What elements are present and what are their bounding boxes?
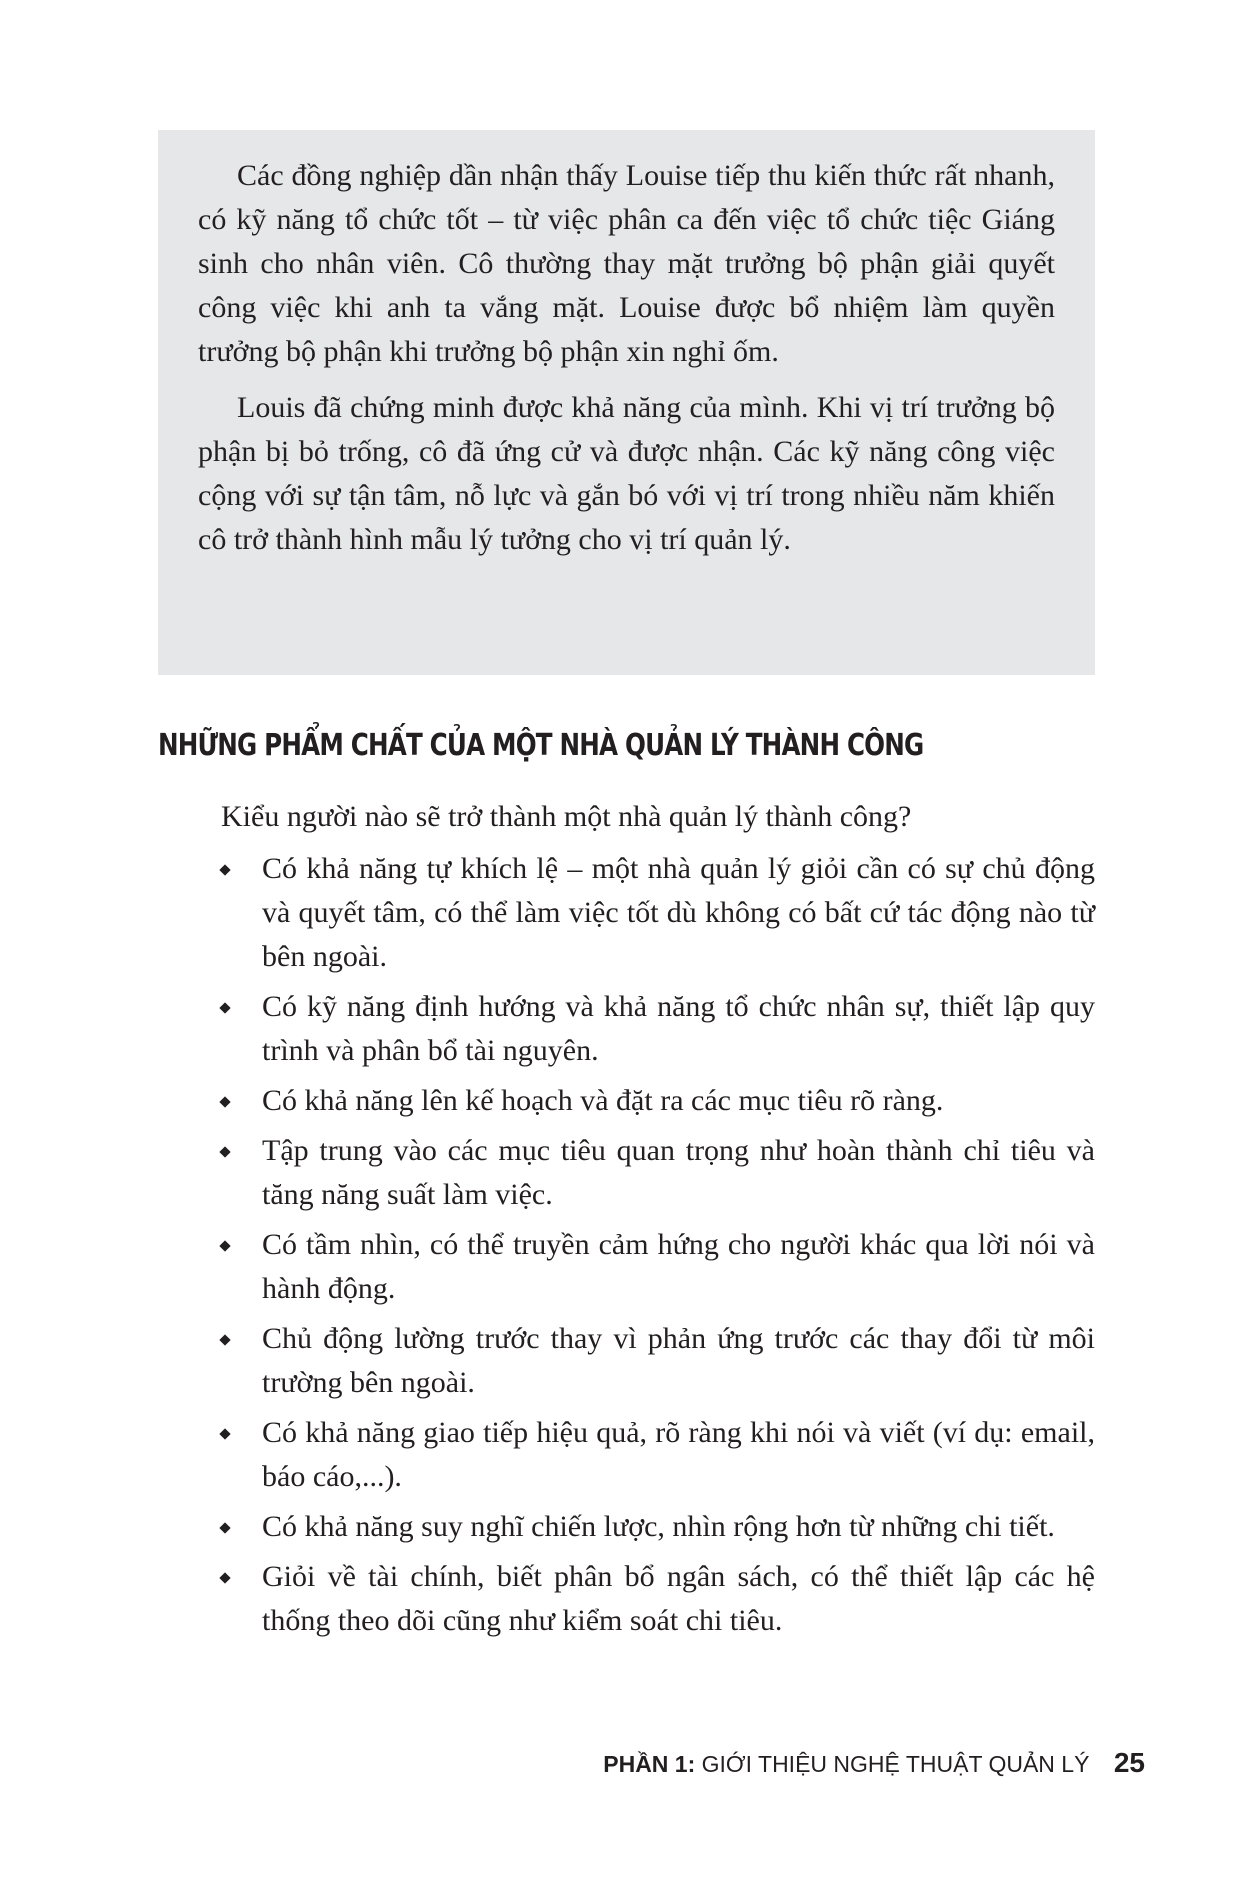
diamond-bullet-icon [219, 1522, 230, 1533]
list-item-text: Có tầm nhìn, có thể truyền cảm hứng cho người khác qua lời nói và hành động. [262, 1228, 1095, 1305]
diamond-bullet-icon [219, 1002, 230, 1013]
page-footer [603, 1748, 1145, 1779]
diamond-bullet-icon [219, 864, 230, 875]
list-item [218, 1079, 1095, 1123]
case-study-paragraph-1: Các đồng nghiệp dần nhận thấy Louise tiếp thu kiến thức rất nhanh, có kỹ năng tổ chức tốt – từ việc phân ca đến việc tổ chức tiệc Giáng sinh cho nhân viên. Cô thường thay mặt trưởng bộ phận giải quyết công việc khi anh ta vắng mặt. Louise được bổ nhiệm làm quyền trưởng bộ phận khi trưởng bộ phận xin nghỉ ốm. [198, 159, 1055, 368]
list-item [218, 1317, 1095, 1405]
qualities-list [218, 847, 1095, 1649]
list-item [218, 847, 1095, 979]
diamond-bullet-icon [219, 1240, 230, 1251]
diamond-bullet-icon [219, 1146, 230, 1157]
case-study-paragraph-2: Louis đã chứng minh được khả năng của mình. Khi vị trí trưởng bộ phận bị bỏ trống, cô đã ứng cử và được nhận. Các kỹ năng công việc cộng với sự tận tâm, nỗ lực và gắn bó với vị trí trong nhiều năm khiến cô trở thành hình mẫu lý tưởng cho vị trí quản lý. [198, 391, 1055, 556]
list-item [218, 1505, 1095, 1549]
case-study-box [158, 130, 1095, 675]
list-item-text: Có khả năng suy nghĩ chiến lược, nhìn rộng hơn từ những chi tiết. [262, 1510, 1055, 1543]
page-number: 25 [1113, 1747, 1145, 1778]
list-item-text: Có khả năng lên kế hoạch và đặt ra các mục tiêu rõ ràng. [262, 1084, 944, 1117]
diamond-bullet-icon [219, 1572, 230, 1583]
list-item-text: Tập trung vào các mục tiêu quan trọng như hoàn thành chỉ tiêu và tăng năng suất làm việc. [262, 1134, 1095, 1211]
list-item-text: Có kỹ năng định hướng và khả năng tổ chức nhân sự, thiết lập quy trình và phân bổ tài nguyên. [262, 990, 1095, 1067]
diamond-bullet-icon [219, 1428, 230, 1439]
list-item [218, 1555, 1095, 1643]
section-heading: NHỮNG PHẨM CHẤT CỦA MỘT NHÀ QUẢN LÝ THÀNH CÔNG [158, 728, 924, 763]
list-item-text: Chủ động lường trước thay vì phản ứng trước các thay đổi từ môi trường bên ngoài. [262, 1322, 1095, 1399]
list-item-text: Giỏi về tài chính, biết phân bổ ngân sách, có thể thiết lập các hệ thống theo dõi cũng như kiểm soát chi tiêu. [262, 1560, 1095, 1637]
diamond-bullet-icon [219, 1334, 230, 1345]
section-intro: Kiểu người nào sẽ trở thành một nhà quản lý thành công? [221, 800, 912, 833]
footer-part-title: GIỚI THIỆU NGHỆ THUẬT QUẢN LÝ [701, 1751, 1090, 1777]
list-item [218, 1411, 1095, 1499]
list-item [218, 1223, 1095, 1311]
diamond-bullet-icon [219, 1096, 230, 1107]
list-item-text: Có khả năng tự khích lệ – một nhà quản lý giỏi cần có sự chủ động và quyết tâm, có thể làm việc tốt dù không có bất cứ tác động nào từ bên ngoài. [262, 852, 1095, 973]
list-item [218, 985, 1095, 1073]
footer-part-label: PHẦN 1: [603, 1751, 696, 1777]
list-item-text: Có khả năng giao tiếp hiệu quả, rõ ràng khi nói và viết (ví dụ: email, báo cáo,...). [262, 1416, 1095, 1493]
list-item [218, 1129, 1095, 1217]
